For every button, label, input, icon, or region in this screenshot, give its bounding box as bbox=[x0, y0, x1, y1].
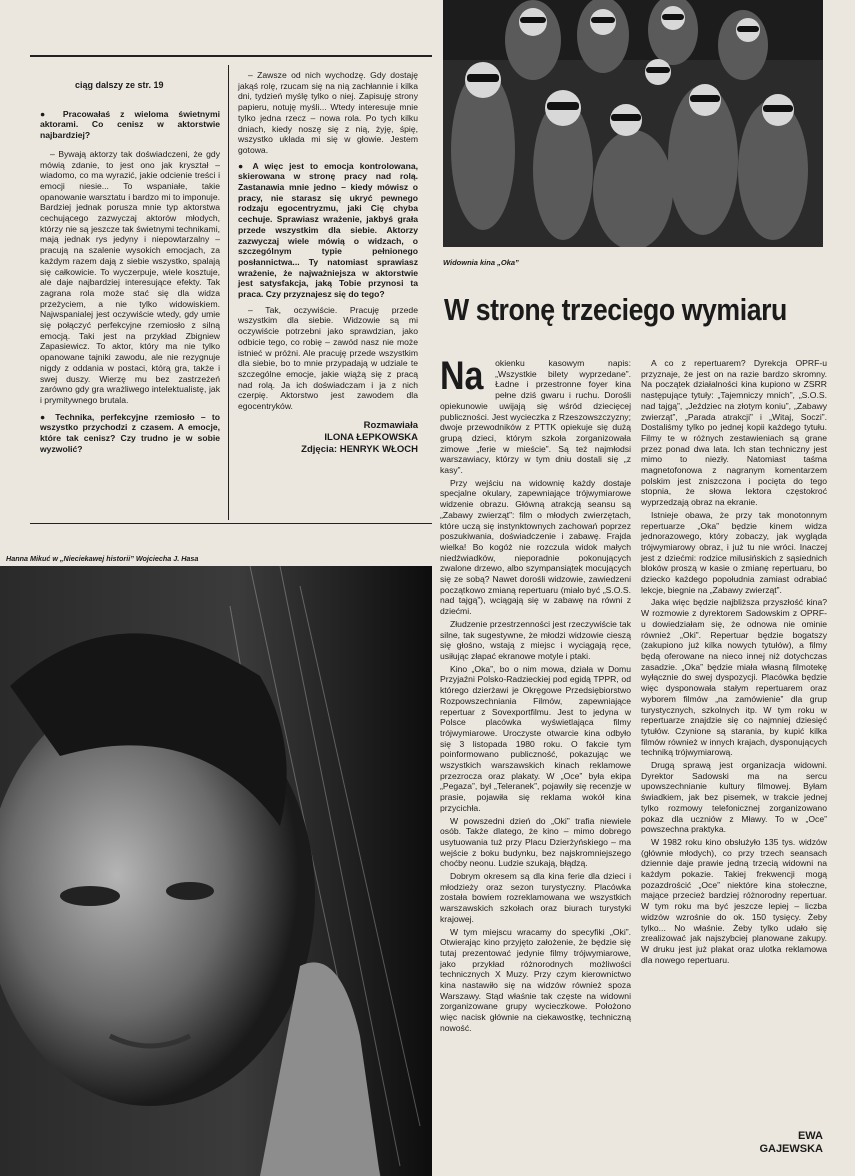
cinema-photo-graphic bbox=[443, 0, 823, 247]
drop-cap: Na bbox=[440, 354, 484, 398]
interview-answer: – Tak, oczywiście. Pracuję przede wszystkim dla siebie. Widzowie są mi oczywiście potrzebni jako sprawdzian, jako odbicie tego, co robię – zawód nasz nie może istnieć w próżni. Ale pracuję przede wszystkim dla siebie, bo to mnie przypadają w udziale te szczególne emocje, jakie wiążą się z pracą nad rolą. Ja ich doświadczam i ja z nich czerpię. Aktorstwo jest zawodem dla egocentryków. bbox=[238, 304, 418, 412]
cinema-photo-caption: Widownia kina „Oka” bbox=[443, 258, 519, 267]
interview-credit bbox=[238, 420, 418, 456]
article-paragraph: Jaka więc będzie najbliższa przyszłość kina? W rozmowie z dyrektorem Sadowskim z OPRF-u dowiedziałam się, że odnowa nie ominie również „Oki”. Repertuar będzie bogatszy (zakupiono już kilka nowych tytułów), a filmy będą oferowane na nieco innej niż dotychczas zasadzie. „Oka” będzie miała własną filmotekę wyłącznie do swej dyspozycji. Placówka będzie więc dysponowała stałym repertuarem oraz wyborem filmów „na zamówienie” dla grup turystycznych, szkolnych itp. W tym roku w repertuarze znajdzie się co najmniej dziesięć tytułów. Czynione są starania, by kupić kilka filmów również w innych krajach, dysponujących techniką trójwymiarową. bbox=[641, 597, 827, 758]
article-headline: W stronę trzeciego wymiaru bbox=[444, 292, 787, 327]
actress-photo-graphic bbox=[0, 566, 432, 1176]
author-last-name: GAJEWSKA bbox=[759, 1143, 823, 1155]
article-column-2 bbox=[641, 358, 827, 967]
article-paragraph: A co z repertuarem? Dyrekcja OPRF-u przyznaje, że jest on na razie bardzo skromny. Na początek działalności kina kupiono w ZSRR następujące tytuły: „Tajemniczy mnich”, „S.O.S. nad tajgą”, „Jeździec na złotym koniu”, „Zabawy zwierząt”, „Parada atrakcji” i „Witaj, Soczi”. Dostaliśmy tylko po jednej kopii każdego tytułu. Filmy te w różnych zestawieniach są grane przez ponad dwa lata. Ich stan techniczny jest mimo to niezły. Natomiast taśma magnetofonowa z nagranym komentarzem polskim jest zniszczona i pocięta do tego stopnia, że słowa lektora częstokroć wyprzedzają obraz na ekranie. bbox=[641, 358, 827, 508]
article-author bbox=[720, 1130, 823, 1156]
article-column-1 bbox=[440, 354, 631, 1036]
article-paragraph: Złudzenie przestrzenności jest rzeczywiście tak silne, tak sugestywne, że młodzi widzowie cieszą się głośno, wstają z miejsc i wyciągają ręce, usiłując złapać ekranowe motyle i ptaki. bbox=[440, 618, 631, 661]
cinema-audience-photo bbox=[443, 0, 823, 247]
article-paragraph: W powszedni dzień do „Oki” trafia niewiele osób. Także dlatego, że kino – mimo dobrego usytuowania tuż przy Placu Dzierżyńskiego – ma wejście z boku budynku, bez najskromniejszego choćby neonu. Ludzie szukają, błądzą. bbox=[440, 815, 631, 869]
column-divider bbox=[228, 65, 229, 520]
interview-question: ● Pracowałaś z wieloma świetnymi aktorami. Co cenisz w aktorstwie najbardziej? bbox=[40, 109, 220, 141]
article-paragraph: Drugą sprawą jest organizacja widowni. Dyrektor Sadowski ma na sercu upowszechnianie kultury filmowej. Byłam świadkiem, jak bez pisemek, w trakcie jednej tylko rozmowy telefonicznej zorganizowano pokaz dla uczniów z Mławy. To w „Oce” powszechna praktyka. bbox=[641, 760, 827, 835]
author-first-name: EWA bbox=[797, 1130, 823, 1142]
article-paragraph: Dobrym okresem są dla kina ferie dla dzieci i młodzieży oraz sezon turystyczny. Placówka została bowiem rozreklamowana we wszystkich warszawskich szkołach oraz biurach turystyki krajowej. bbox=[440, 871, 631, 924]
article-paragraph: Istnieje obawa, że przy tak monotonnym repertuarze „Oka” będzie kinem widza jednorazowego, który zobaczy, jak wygląda trójwymiarowy obraz, i już tu nie wróci. Inaczej jest z dziećmi: rodzice milusińskich z sąsiednich bloków proszą w kasie o zmianę repertuaru, bo dziecko każdego popołudnia zamiast odrabiać lekcje, biegnie na „Zabawy zwierząt”. bbox=[641, 509, 827, 595]
interview-bottom-rule bbox=[30, 523, 432, 524]
article-paragraph: W tym miejscu wracamy do specyfiki „Oki”. Otwierając kino przyjęto założenie, że będzie się tutaj prezentować jedynie filmy trójwymiarowe, jako przykład różnorodnych możliwości technicznych X Muzy. Przy czym kierownictwo kina nastawiło się na widzów również spoza Warszawy. Stąd właśnie tak częste na widowni zorganizowane grupy wycieczkowe. Położono więc nacisk głównie na ciekawostkę, techniczną nowość. bbox=[440, 926, 631, 1033]
article-paragraph: Przy wejściu na widownię każdy dostaje specjalne okulary, zapewniające trójwymiarowe widzenie obrazu. Główną atrakcją seansu są „Zabawy zwierząt”: film o młodych zwierzętach, które uczą się instynktownych zachowań poprzez poszukiwania, doświadczenie i zabawę. Frajda wielka! Bo kogóż nie rozczula widok małych niedźwiadków, nieporadnie pokonujących zwalone drzewo, albo szympansiątek mocujących się ze sobą? Nawet dorośli widzowie, zawiedzeni początkowo zmianą repertuaru (miało być „S.O.S. nad tajgą”), wciągają się w zabawę na równi z dziećmi. bbox=[440, 477, 631, 617]
interview-answer: – Bywają aktorzy tak doświadczeni, że gdy mówią zdanie, to jest ono jak kryształ – wiadomo, co ma wyrazić, jakie odcienie treści i emocji niesie... To wspaniałe, takie opanowanie warsztatu i bardzo mi to imponuje. Bardziej jednak porusza mnie typ aktorstwa cechującego zazwyczaj aktorów młodych, którzy nie są jeszcze tak świetnymi technikami, mają jednak rys jedyny i niepowtarzalny – pracują na szalenie wysokich emocjach, za każdym razem dają z siebie wszystko, spalają się całkowicie. To wyczerpuje, wiele kosztuje, ale daje najbardziej interesujące efekty. Tak zagrana rola może stać się dla widza przeżyciem, a nie tylko widowiskiem. Najwspanialej jest oczywiście wtedy, gdy umie się połączyć perfekcyjne rzemiosło z silną emocją. Taki jest na przykład Zbigniew Zapasiewicz. To aktor, który ma nie tylko opanowane tajniki zawodu, ale nie rezygnuje nigdy z oddania w postaci, którą gra, także i swej duszy. Wierzę mu bez zastrzeżeń zarówno gdy gra wrażliwego intelektualistę, jak i prymitywnego brutala. bbox=[40, 148, 220, 405]
actress-photo bbox=[0, 566, 432, 1176]
interview-question: ● Technika, perfekcyjne rzemiosło – to wszystko przychodzi z czasem. A emocje, które tak cenisz? Czy trudno je w sobie wyzwolić? bbox=[40, 412, 220, 455]
actress-photo-caption: Hanna Mikuć w „Nieciekawej historii” Wojciecha J. Hasa bbox=[6, 554, 199, 563]
top-rule bbox=[30, 55, 432, 57]
interview-answer: – Zawsze od nich wychodzę. Gdy dostaję jakąś rolę, rzucam się na nią zachłannie i kilka dni, tydzień myślę tylko o niej. Zapisuję strony papieru, notuję myśli... Wtedy interesuje mnie tylko jedna rzecz – nowa rola. Po tych kilku dniach, kiedy noszę się z nią, żyję, śpię, wszystko układa mi się w głowie. Jestem gotowa. bbox=[238, 70, 418, 155]
article-lead-text: okienku kasowym napis: „Wszystkie bilety wyprzedane”. Ładne i przestronne foyer kina pełne dziś gwaru i ruchu. Dorośli opiekunowie uwijają się wśród dziecięcej publiczności. Jest wycieczka z Rzeszowszczyzny; dwoje przewodników z PTTK opiekuje się dużą grupą dzieci, którym szkoła zorganizowała zimowe „ferie w mieście”. Są też najmłodsi warszawiacy, którzy w tym dniu dostali się „z kasy”. bbox=[440, 358, 631, 476]
interview-column-1 bbox=[40, 80, 220, 457]
article-paragraph: W 1982 roku kino obsłużyło 135 tys. widzów (głównie młodych), co przy trzech seansach dziennie daje prawie jedną trzecią widowni na każdym pokazie. Takiej frekwencji mogą pozazdrościć „Oce” niektóre kina stołeczne, mające przecież bardziej różnorodny repertuar. W tym roku ma być jeszcze lepiej – liczba widzów wzrośnie do ok. 150 tysięcy. Żeby tylko... No właśnie. Żeby tylko udało się zrealizować jak najszybciej planowane zakupy. W druku jest już plakat oraz ulotka reklamowa dla nowego repertuaru. bbox=[641, 836, 827, 965]
continued-note: ciąg dalszy ze str. 19 bbox=[75, 80, 164, 90]
article-paragraph: Kino „Oka”, bo o nim mowa, działa w Domu Przyjaźni Polsko-Radzieckiej pod egidą TPPR, od którego dzierżawi je Okręgowe Przedsiębiorstwo Rozpowszechniania Filmów, zapewniające repertuar z Sovexportfilmu. Jest to jedyna w Polsce placówka wyświetlająca filmy trójwymiarowe. Uroczyste otwarcie kina odbyło się 3 listopada 1980 roku. O fakcie tym poinformowano publiczność, pokazując we wszystkich warszawskich kinach reklamowe przezrocza oraz plakaty. W „Oce” była ekipa „Pegaza”, był „Teleranek”, pojawiły się recenzje w prasie, pojawiła się reklama wokół kina przycichła. bbox=[440, 663, 631, 813]
credit-name: ILONA ŁEPKOWSKA bbox=[324, 431, 418, 443]
article-lead bbox=[440, 354, 631, 476]
interview-question: ● A więc jest to emocja kontrolowana, skierowana w stronę pracy nad rolą. Zastanawia mnie jedno – kiedy mówisz o pracy, nie starasz się ukryć pewnego rodzaju egocentryzmu, jaki Cię chyba cechuje. Sprawiasz wrażenie, jakbyś grała przede wszystkim dla siebie. Aktorzy zazwyczaj wiele mówią o widzach, o szczególnym typie pełnionego posłannictwa... Ty natomiast sprawiasz wrażenie, że najważniejsza w aktorstwie jest satysfakcja, jaką Tobie przynosi ta praca. Czy przyznajesz się do tego? bbox=[238, 161, 418, 300]
credit-label: Rozmawiała bbox=[363, 419, 418, 431]
interview-column-2 bbox=[238, 70, 418, 456]
photo-credit: Zdjęcia: HENRYK WŁOCH bbox=[301, 443, 418, 455]
